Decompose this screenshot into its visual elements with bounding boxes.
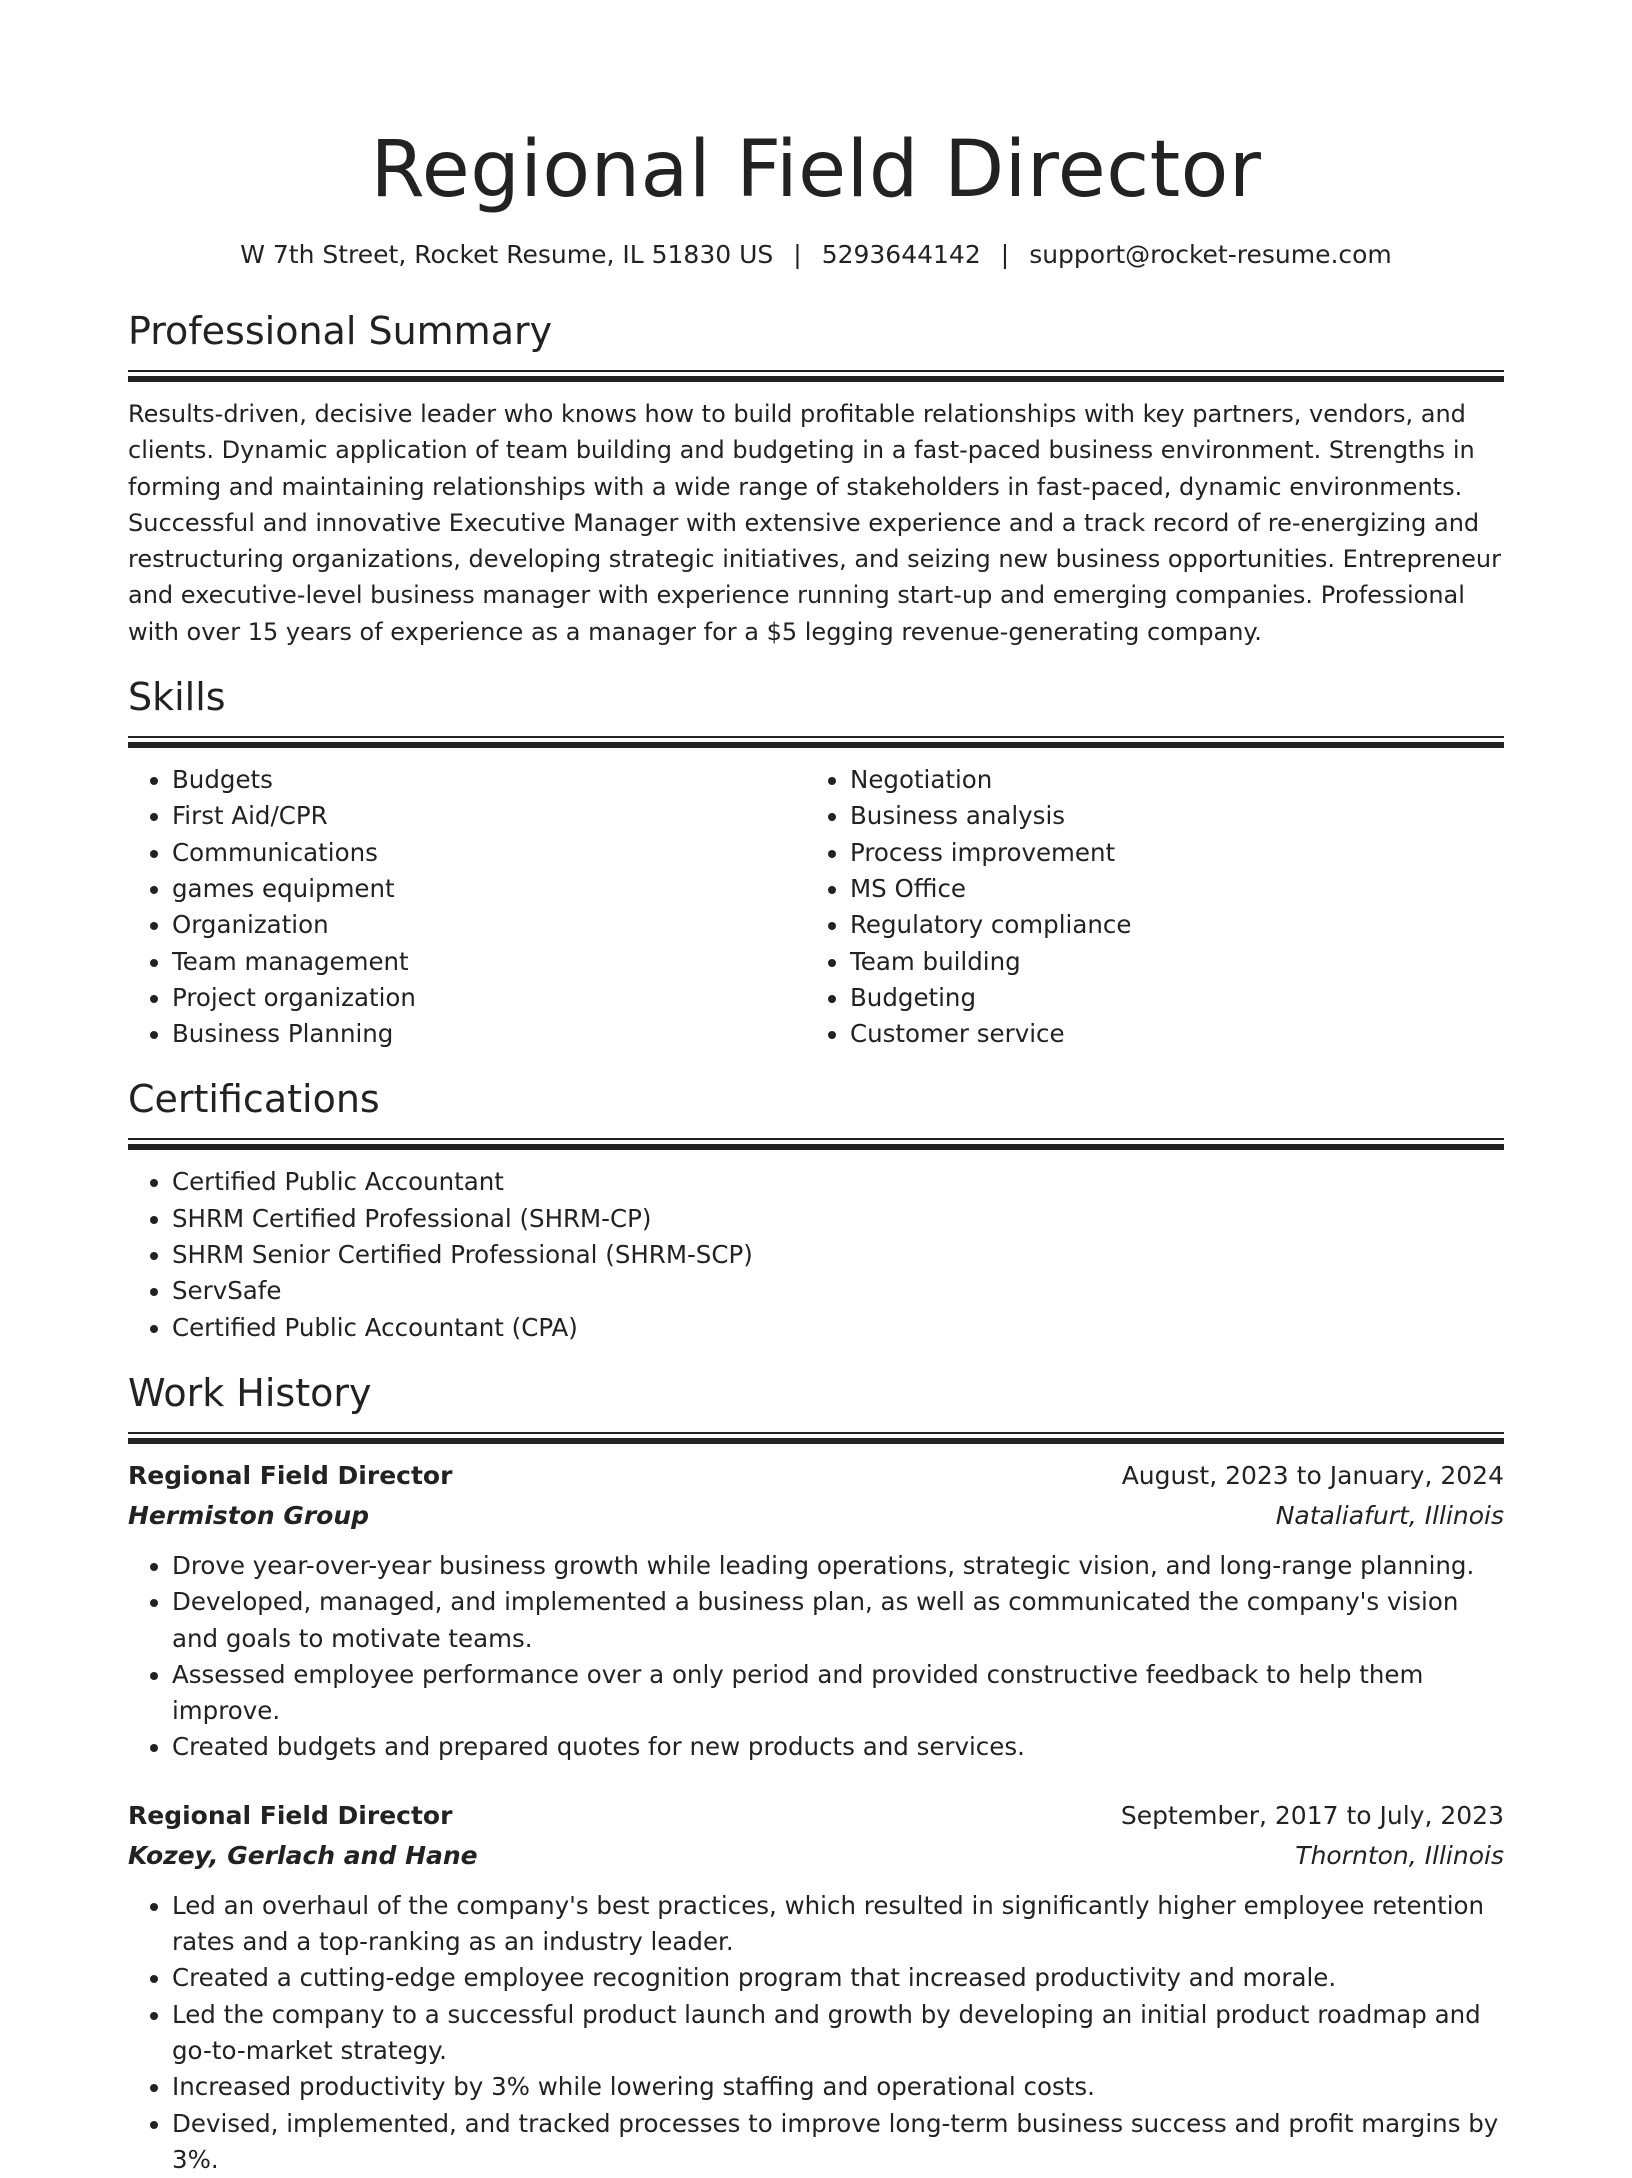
certification-item: • SHRM Senior Certified Professional (SHRM-SCP) [172,1237,1504,1273]
skill-item: • Negotiation [850,762,1484,798]
skill-item: • Customer service [850,1016,1484,1052]
contact-email: support@rocket-resume.com [1029,240,1392,269]
contact-line [128,238,1504,272]
skill-item: • Communications [172,835,806,871]
resume-name: Regional Field Director [128,120,1504,220]
job-bullet: • Led the company to a successful product launch and growth by developing an initial product roadmap and go-to-market strategy. [172,1997,1504,2070]
contact-separator: | [773,240,821,269]
section-title-skills: Skills [128,672,1504,722]
skill-item: • Project organization [172,980,806,1016]
job-bullet: • Assessed employee performance over a only period and provided constructive feedback to help them improve. [172,1657,1504,1730]
job-company: Hermiston Group [128,1496,369,1536]
job-bullet: • Devised, implemented, and tracked processes to improve long-term business success and profit margins by 3%. [172,2106,1504,2178]
certification-item: • SHRM Certified Professional (SHRM-CP) [172,1201,1504,1237]
job-header [128,1796,1504,1836]
certification-item: • Certified Public Accountant (CPA) [172,1310,1504,1346]
skill-item: • First Aid/CPR [172,798,806,834]
skill-item: • Team building [850,944,1484,980]
skills-section [128,672,1504,1052]
skills-columns [128,762,1504,1052]
job-bullet: • Created a cutting-edge employee recognition program that increased productivity and morale. [172,1960,1504,1996]
job-dates: August, 2023 to January, 2024 [1122,1456,1504,1496]
job-title: Regional Field Director [128,1796,452,1836]
section-rule [128,1432,1504,1444]
summary-text: Results-driven, decisive leader who knows how to build profitable relationships with key partners, vendors, and clients. Dynamic application of team building and budgeting in a fast-paced business environment. Strengths in forming and maintaining relationships with a wide range of stakeholders in fast-paced, dynamic environments. Successful and innovative Executive Manager with extensive experience and a track record of re-energizing and restructuring organizations, developing strategic initiatives, and seizing new business opportunities. Entrepreneur and executive-level business manager with experience running start-up and emerging companies. Professional with over 15 years of experience as a manager for a $5 legging revenue-generating company. [128,396,1504,650]
section-rule [128,370,1504,382]
skill-item: • Regulatory compliance [850,907,1484,943]
job-entry [128,1456,1504,1766]
section-title-work-history: Work History [128,1368,1504,1418]
job-entry [128,1796,1504,2178]
job-subheader [128,1836,1504,1876]
skill-item: • Budgeting [850,980,1484,1016]
certification-item: • Certified Public Accountant [172,1164,1504,1200]
skill-item: • Organization [172,907,806,943]
job-location: Thornton, Illinois [1295,1836,1504,1876]
contact-address: W 7th Street, Rocket Resume, IL 51830 US [240,240,773,269]
section-title-summary: Professional Summary [128,306,1504,356]
contact-separator: | [981,240,1029,269]
job-bullet: • Developed, managed, and implemented a business plan, as well as communicated the company's vision and goals to motivate teams. [172,1584,1504,1657]
skill-item: • Budgets [172,762,806,798]
certification-item: • ServSafe [172,1273,1504,1309]
skill-item: • Team management [172,944,806,980]
job-title: Regional Field Director [128,1456,452,1496]
job-dates: September, 2017 to July, 2023 [1121,1796,1504,1836]
section-rule [128,736,1504,748]
section-rule [128,1138,1504,1150]
work-history-section [128,1368,1504,2178]
job-header [128,1456,1504,1496]
skill-item: • Business Planning [172,1016,806,1052]
skill-item: • Process improvement [850,835,1484,871]
job-location: Nataliafurt, Illinois [1276,1496,1504,1536]
skill-item: • MS Office [850,871,1484,907]
summary-section [128,306,1504,650]
job-bullet: • Created budgets and prepared quotes for new products and services. [172,1729,1504,1765]
job-company: Kozey, Gerlach and Hane [128,1836,478,1876]
skill-item: • games equipment [172,871,806,907]
skills-column-right [806,762,1484,1052]
skills-column-left [128,762,806,1052]
section-title-certifications: Certifications [128,1074,1504,1124]
job-subheader [128,1496,1504,1536]
job-bullet: • Led an overhaul of the company's best practices, which resulted in significantly higher employee retention rates and a top-ranking as an industry leader. [172,1888,1504,1961]
job-bullet: • Increased productivity by 3% while lowering staffing and operational costs. [172,2069,1504,2105]
contact-phone: 5293644142 [822,240,981,269]
skill-item: • Business analysis [850,798,1484,834]
certifications-section [128,1074,1504,1345]
job-bullet: • Drove year-over-year business growth while leading operations, strategic vision, and long-range planning. [172,1548,1504,1584]
